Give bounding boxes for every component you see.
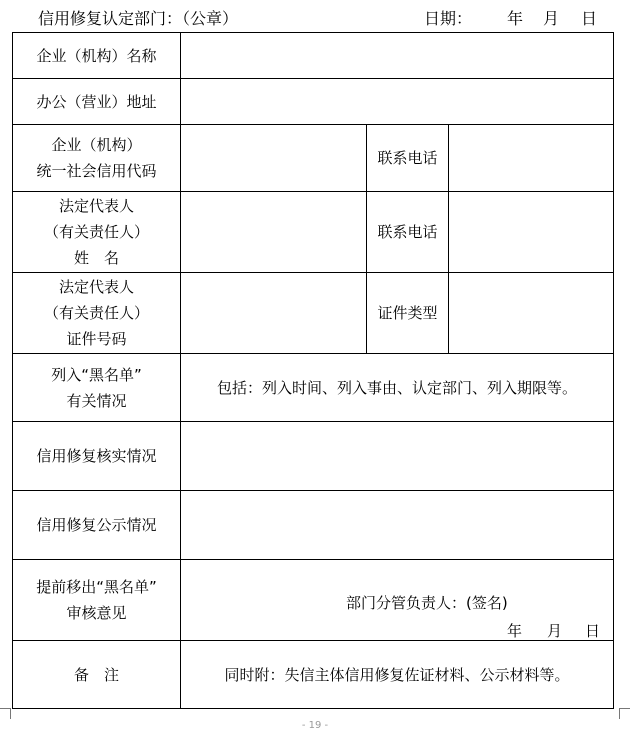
field-publicity[interactable] xyxy=(181,491,614,560)
sign-month: 月 xyxy=(547,622,563,640)
removal-line2: 审核意见 xyxy=(66,604,127,622)
sign-year: 年 xyxy=(507,622,523,640)
field-id-type[interactable] xyxy=(449,273,614,354)
credit-code-line1: 企业（机构） xyxy=(51,136,142,154)
label-remarks: 备 注 xyxy=(13,641,181,709)
day-label: 日 xyxy=(581,9,598,28)
field-phone-2[interactable] xyxy=(449,192,614,273)
field-blacklist[interactable]: 包括：列入时间、列入事由、认定部门、列入期限等。 xyxy=(181,354,614,422)
row-credit-code xyxy=(13,125,614,192)
label-blacklist xyxy=(13,354,181,422)
month-label: 月 xyxy=(543,9,560,28)
label-removal xyxy=(13,560,181,641)
field-verify[interactable] xyxy=(181,422,614,491)
label-enterprise-name: 企业（机构）名称 xyxy=(13,33,181,79)
form-header xyxy=(0,6,630,28)
credit-repair-form xyxy=(12,32,614,709)
dept-seal-label: 信用修复认定部门：（公章） xyxy=(38,9,239,28)
signer-label: 部门分管负责人：(签名) xyxy=(346,594,508,612)
label-verify: 信用修复核实情况 xyxy=(13,422,181,491)
row-verify xyxy=(13,422,614,491)
row-enterprise-name xyxy=(13,33,614,79)
id-line3: 证件号码 xyxy=(66,330,127,348)
row-publicity xyxy=(13,491,614,560)
year-label: 年 xyxy=(507,9,524,28)
row-id-number xyxy=(13,273,614,354)
id-line1: 法定代表人 xyxy=(58,278,134,296)
sign-day: 日 xyxy=(585,622,601,640)
field-remarks[interactable]: 同时附：失信主体信用修复佐证材料、公示材料等。 xyxy=(181,641,614,709)
field-enterprise-name[interactable] xyxy=(181,33,614,79)
label-publicity: 信用修复公示情况 xyxy=(13,491,181,560)
date-label: 日期： xyxy=(424,9,473,28)
legal-rep-line3: 姓 名 xyxy=(73,249,119,267)
field-phone[interactable] xyxy=(449,125,614,192)
legal-rep-line1: 法定代表人 xyxy=(58,197,134,215)
label-phone-2: 联系电话 xyxy=(367,192,449,273)
credit-code-line2: 统一社会信用代码 xyxy=(36,162,157,180)
label-phone: 联系电话 xyxy=(367,125,449,192)
blacklist-line2: 有关情况 xyxy=(66,391,127,410)
label-id-number xyxy=(13,273,181,354)
blacklist-line1: 列入“黑名单” xyxy=(51,365,142,384)
page-number: - 19 - xyxy=(301,720,329,731)
legal-rep-line2: （有关责任人） xyxy=(43,223,149,241)
label-office-address: 办公（营业）地址 xyxy=(13,79,181,125)
field-office-address[interactable] xyxy=(181,79,614,125)
field-credit-code[interactable] xyxy=(181,125,367,192)
label-credit-code xyxy=(13,125,181,192)
field-id-number[interactable] xyxy=(181,273,367,354)
label-id-type: 证件类型 xyxy=(367,273,449,354)
row-blacklist xyxy=(13,354,614,422)
row-legal-rep-name xyxy=(13,192,614,273)
removal-line1: 提前移出“黑名单” xyxy=(36,578,157,596)
id-line2: （有关责任人） xyxy=(43,304,149,322)
label-legal-rep-name xyxy=(13,192,181,273)
field-removal[interactable] xyxy=(181,560,614,641)
row-office-address xyxy=(13,79,614,125)
row-remarks xyxy=(13,641,614,709)
crop-mark-left xyxy=(0,708,11,719)
row-removal xyxy=(13,560,614,641)
crop-mark-right xyxy=(619,708,630,719)
field-legal-rep-name[interactable] xyxy=(181,192,367,273)
